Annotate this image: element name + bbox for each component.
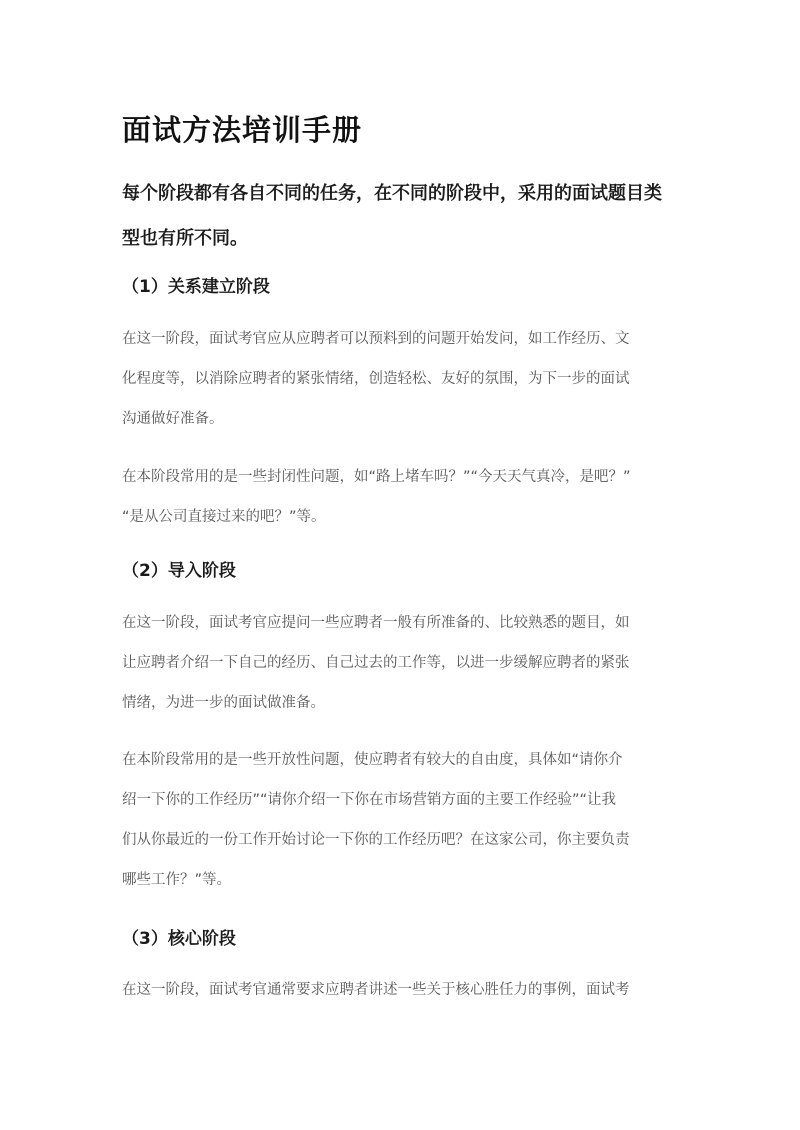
section-1-paragraph-2 [122, 457, 687, 537]
paragraph-line: 在这一阶段，面试考官通常要求应聘者讲述一些关于核心胜任力的事例，面试考 [122, 982, 630, 998]
document-subtitle [122, 171, 692, 261]
section-2-paragraph-1 [122, 603, 687, 723]
paragraph-line: 哪些工作？”等。 [122, 872, 232, 888]
paragraph-line: 在这一阶段，面试考官应提问一些应聘者一般有所准备的、比较熟悉的题目，如 [122, 615, 630, 631]
paragraph-line: “是从公司直接过来的吧？”等。 [122, 509, 326, 525]
section-heading-core: （3）核心阶段 [122, 929, 236, 949]
paragraph-line: 在本阶段常用的是一些开放性问题，使应聘者有较大的自由度，具体如“请你介 [122, 752, 623, 768]
section-3-paragraph-1 [122, 970, 687, 1010]
subtitle-line: 型也有所不同。 [122, 228, 248, 249]
document-title: 面试方法培训手册 [122, 113, 363, 147]
paragraph-line: 情绪，为进一步的面试做准备。 [122, 695, 325, 711]
paragraph-line: 在本阶段常用的是一些封闭性问题，如“路上堵车吗？”“今天天气真冷，是吧？” [122, 469, 631, 485]
paragraph-line: 化程度等，以消除应聘者的紧张情绪，创造轻松、友好的氛围，为下一步的面试 [122, 371, 630, 387]
subtitle-line: 每个阶段都有各自不同的任务，在不同的阶段中，采用的面试题目类 [122, 183, 662, 204]
paragraph-line: 在这一阶段，面试考官应从应聘者可以预料到的问题开始发问，如工作经历、文 [122, 331, 630, 347]
section-heading-introduction: （2）导入阶段 [122, 561, 236, 581]
paragraph-line: 们从你最近的一份工作开始讨论一下你的工作经历吧？在这家公司，你主要负责 [122, 832, 630, 848]
section-2-paragraph-2 [122, 740, 687, 900]
section-heading-relationship-building: （1）关系建立阶段 [122, 277, 270, 297]
paragraph-line: 让应聘者介绍一下自己的经历、自己过去的工作等，以进一步缓解应聘者的紧张 [122, 655, 630, 671]
section-1-paragraph-1 [122, 319, 687, 439]
paragraph-line: 绍一下你的工作经历”“请你介绍一下你在市场营销方面的主要工作经验”“让我 [122, 792, 617, 808]
paragraph-line: 沟通做好准备。 [122, 411, 224, 427]
